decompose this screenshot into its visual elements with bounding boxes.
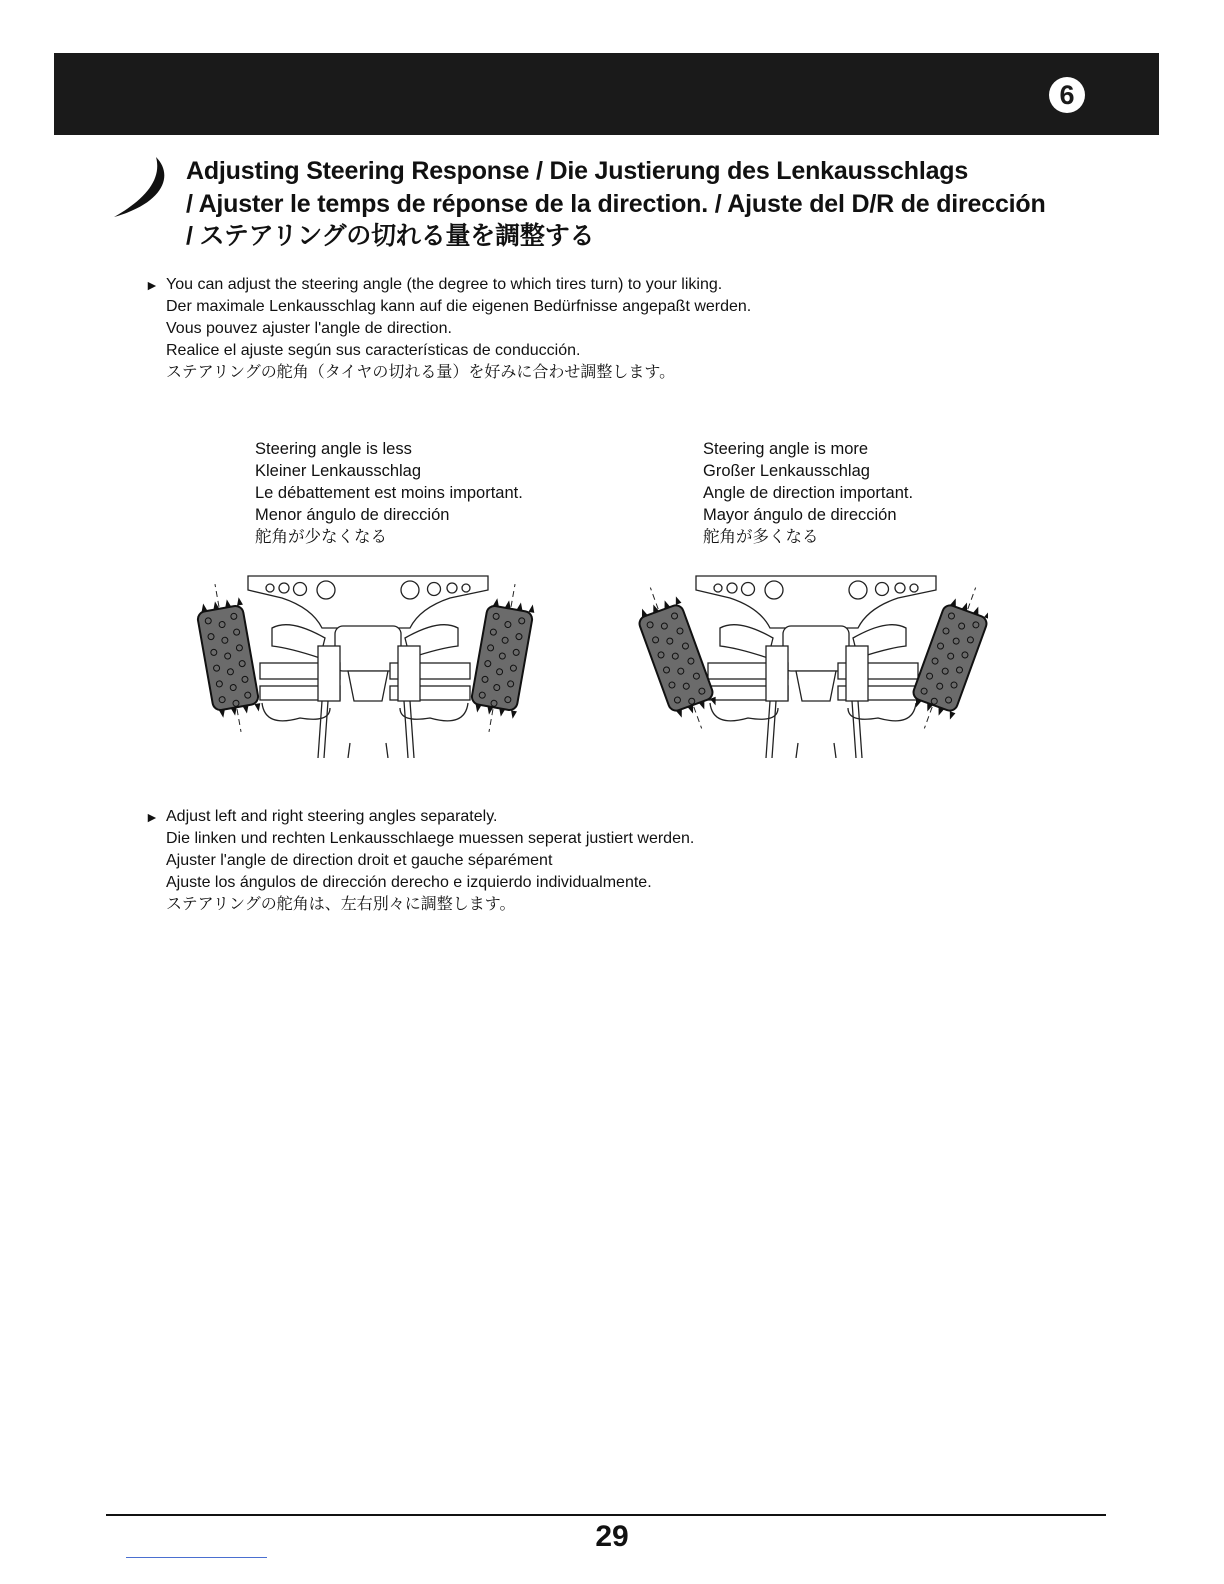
intro-line: Der maximale Lenkausschlag kann auf die eigenen Bedürfnisse angepaßt werden.: [166, 298, 752, 315]
caption-line: 舵角が多くなる: [703, 528, 819, 546]
caption-line: Großer Lenkausschlag: [703, 462, 870, 480]
intro-line: Realice el ajuste según sus características de conducción.: [166, 342, 581, 359]
section-header-bar: [54, 53, 1159, 135]
step-number-badge: 6: [1049, 77, 1085, 113]
link-underline[interactable]: [126, 1557, 267, 1558]
caption-line: Steering angle is less: [255, 440, 412, 458]
left-tire: [638, 579, 724, 736]
caption-line: Menor ángulo de dirección: [255, 506, 450, 524]
right-tire: [903, 580, 988, 737]
caption-line: Le débattement est moins important.: [255, 484, 523, 502]
page-number: 29: [595, 1520, 629, 1553]
note-line: Die linken und rechten Lenkausschlaege muessen seperat justiert werden.: [166, 830, 695, 847]
note-line: Adjust left and right steering angles separately.: [166, 808, 498, 825]
intro-line: ステアリングの舵角（タイヤの切れる量）を好みに合わせ調整します。: [166, 364, 676, 381]
caption-line: Mayor ángulo de dirección: [703, 506, 897, 524]
note-line: ステアリングの舵角は、左右別々に調整します。: [166, 896, 516, 913]
bullet-arrow-icon: ►: [145, 277, 159, 293]
caption-more: [703, 438, 913, 548]
title-line: / Ajuster le temps de réponse de la direction. / Ajuste del D/R de dirección: [186, 189, 1046, 218]
section-title: [186, 155, 1046, 253]
title-line: Adjusting Steering Response / Die Justierung des Lenkausschlags: [186, 157, 969, 185]
note-line: Ajuste los ángulos de dirección derecho e izquierdo individualmente.: [166, 874, 652, 891]
caption-line: 舵角が少なくなる: [255, 528, 387, 546]
chassis-drawing: [696, 576, 936, 758]
intro-line: Vous pouvez ajuster l'angle de direction.: [166, 320, 452, 337]
steering-less-illustration: [190, 568, 540, 758]
intro-paragraph: [145, 274, 751, 384]
steering-more-illustration: [638, 568, 988, 758]
caption-line: Steering angle is more: [703, 440, 869, 458]
note-line: Ajuster l'angle de direction droit et gauche séparément: [166, 852, 553, 869]
chassis-drawing: [248, 576, 488, 758]
footer-divider: [106, 1514, 1106, 1516]
left-tire: [192, 580, 264, 736]
caption-line: Angle de direction important.: [703, 484, 914, 502]
caption-line: Kleiner Lenkausschlag: [255, 462, 422, 480]
intro-line: You can adjust the steering angle (the degree to which tires turn) to your liking.: [166, 276, 723, 293]
right-tire: [466, 580, 538, 736]
title-line: / ステアリングの切れる量を調整する: [186, 222, 595, 250]
swoosh-icon: [112, 155, 176, 219]
bullet-arrow-icon: ►: [145, 809, 159, 825]
note-paragraph: [145, 806, 694, 916]
caption-less: [255, 438, 523, 548]
